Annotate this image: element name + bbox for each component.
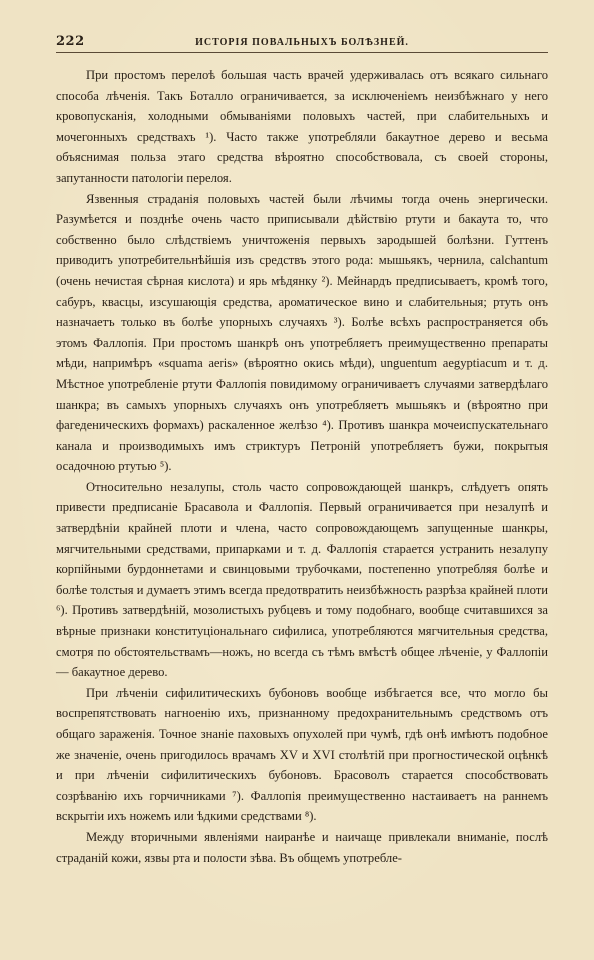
- page-number: 222: [56, 34, 85, 49]
- body-text: [56, 65, 548, 868]
- paragraph-2: Язвенныя страданія половыхъ частей были лѣчимы тогда очень энергически. Разумѣется и позднѣе очень часто приписывали дѣйствію ртути и бакаута то, что собственно было слѣдствіемъ уничтоженія первыхъ зародышей болѣзни. Гуттенъ приводитъ употребительнѣйшія изъ средствъ этого рода: мышьякъ, чернила, calchantum (очень нечистая сѣрная кислота) и ярь мѣдянку ²). Мейнардъ предписываетъ, кромѣ того, сабуръ, квасцы, изсушающія средства, ароматическое вино и слабительныя; ртуть онъ назначаетъ только въ болѣе упорныхъ случаяхъ ³). Болѣе всѣхъ распространяется объ этомъ Фаллопія. При простомъ шанкрѣ онъ употребляетъ преимущественно препараты мѣди, напримѣръ «squama aeris» (вѣроятно окись мѣди), unguentum aegyptiacum и т. д. Мѣстное употребленіе ртути Фаллопія повидимому ограничиваетъ случаями затвердѣлаго шанкра; въ самыхъ упорныхъ случаяхъ онъ употребляетъ мышьякъ и (вѣроятно при фагеденическихъ формахъ) раскаленное желѣзо ⁴). Противъ шанкра мочеиспускательнаго канала и производимыхъ имъ стриктуръ Петроній употребляетъ бужи, покрытыя осадочною ртутью ⁵).: [56, 191, 548, 474]
- paragraph-4: При лѣченіи сифилитическихъ бубоновъ вообще избѣгается все, что могло бы воспрепятствовать нагноенію ихъ, признанному предохранительнымъ средствомъ отъ общаго зараженія. Точное знаніе паховыхъ опухолей при чумѣ, гдѣ онѣ имѣютъ подобное же значеніе, очень пригодилось врачамъ XV и XVI столѣтій при прогностической оцѣнкѣ и при лѣченіи сифилитическихъ бубоновъ. Брасоволъ старается способствовать созрѣванію ихъ горчичниками ⁷). Фаллопія преимущественно настаиваетъ на раннемъ вскрытіи ихъ ножемъ или ѣдкими средствами ⁸).: [56, 685, 548, 824]
- page-header: [56, 34, 548, 53]
- paragraph-1: При простомъ перелоѣ большая часть врачей удерживалась отъ всякаго сильнаго способа лѣченія. Такъ Боталло ограничивается, за исключеніемъ неизбѣжнаго у него кровопусканія, холодными обмываніями половыхъ частей, при слабительныхъ и мочегонныхъ средствахъ ¹). Часто также употребляли бакаутное дерево и весьма объяснимая польза этаго средства вѣроятно способствовала, съ своей стороны, запутанности патологіи перелоя.: [56, 68, 548, 185]
- paragraph-3: Относительно незалупы, столь часто сопровождающей шанкръ, слѣдуетъ опять привести предписаніе Брасавола и Фаллопія. Первый ограничивается при незалупѣ и затвердѣніи крайней плоти и члена, часто сопровождающемъ запущенные шанкры, мягчительными средствами, припарками и т. д. Фаллопія старается устранить незалупу корпійными бурдоннетами и свинцовыми трубочками, постепенно употребляя болѣе и болѣе толстыя и думаетъ этимъ всегда предотвратить неизбѣжность разрѣза крайней плоти ⁶). Противъ затвердѣній, мозолистыхъ рубцевъ и тому подобнаго, вообще считавшихся за вѣрные признаки конституціональнаго сифилиса, употребляются мягчительныя средства, смотря по обстоятельствамъ—ножъ, но всегда съ тѣмъ вмѣстѣ общее лѣченіе, у Фаллопіи — бакаутное дерево.: [56, 479, 548, 680]
- running-title: ИСТОРІЯ ПОВАЛЬНЫХЪ БОЛѢЗНЕЙ.: [195, 37, 409, 48]
- paragraph-5: Между вторичными явленіями наиранѣе и наичаще привлекали вниманіе, послѣ страданій кожи, язвы рта и полости зѣва. Въ общемъ употребле-: [56, 829, 548, 865]
